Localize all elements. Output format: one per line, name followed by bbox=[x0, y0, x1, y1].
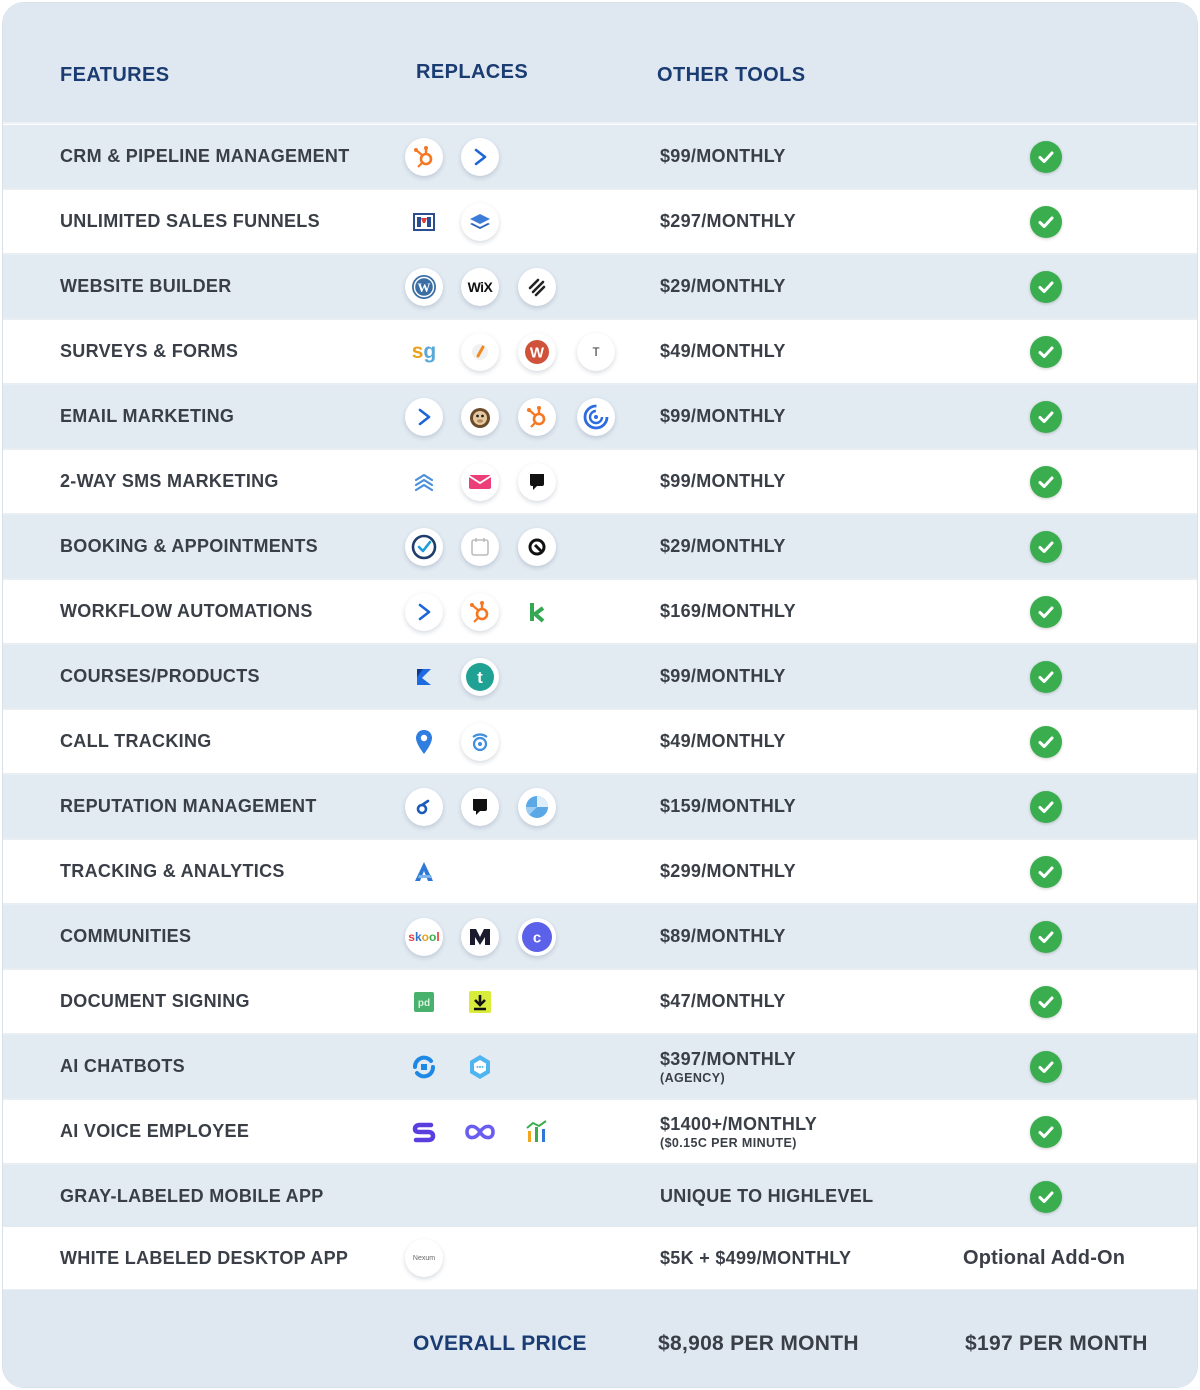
feature-name: WHITE LABELED DESKTOP APP bbox=[60, 1247, 349, 1268]
check-icon bbox=[1030, 921, 1062, 953]
check-icon bbox=[1030, 141, 1062, 173]
check-icon bbox=[1030, 1051, 1062, 1083]
birdeye-icon bbox=[405, 788, 443, 826]
wufoo-icon bbox=[518, 333, 556, 371]
table-row bbox=[3, 450, 1197, 515]
feature-name: REPUTATION MANAGEMENT bbox=[60, 796, 317, 816]
check-icon bbox=[1030, 1116, 1062, 1148]
header-replaces: REPLACES bbox=[416, 61, 529, 83]
table-header bbox=[3, 3, 1197, 124]
skool-icon: skool bbox=[405, 918, 443, 956]
acuity-icon bbox=[518, 528, 556, 566]
feature-name: AI CHATBOTS bbox=[60, 1056, 185, 1076]
check-icon bbox=[1030, 986, 1062, 1018]
podium-icon bbox=[518, 463, 556, 501]
table-footer bbox=[3, 1290, 1197, 1388]
table-row bbox=[3, 1227, 1197, 1291]
table-row bbox=[3, 1100, 1197, 1165]
feature-name: COMMUNITIES bbox=[60, 926, 192, 946]
hubspot-icon bbox=[518, 398, 556, 436]
check-icon bbox=[1030, 531, 1062, 563]
price-main: $159/MONTHLY bbox=[660, 796, 796, 816]
overall-price-label: OVERALL PRICE bbox=[413, 1332, 587, 1355]
synthflow-icon bbox=[405, 1113, 443, 1151]
check-icon bbox=[1030, 206, 1062, 238]
bars-arrow-icon bbox=[518, 1113, 556, 1151]
wordpress-icon bbox=[405, 268, 443, 306]
constantcontact-icon bbox=[577, 398, 615, 436]
svg-text:W: W bbox=[529, 344, 545, 361]
feature-name: WORKFLOW AUTOMATIONS bbox=[60, 601, 313, 621]
check-icon bbox=[1030, 336, 1062, 368]
feature-name: WEBSITE BUILDER bbox=[60, 276, 232, 296]
feature-name: COURSES/PRODUCTS bbox=[60, 666, 260, 686]
feature-name: CALL TRACKING bbox=[60, 731, 212, 751]
mailchimp-icon bbox=[461, 398, 499, 436]
price-note: (AGENCY) bbox=[660, 1070, 726, 1085]
tool-price bbox=[660, 125, 786, 188]
squarespace-icon bbox=[518, 268, 556, 306]
table-row bbox=[3, 1165, 1197, 1230]
tool-price bbox=[660, 645, 786, 708]
table-row bbox=[3, 385, 1197, 450]
hubspot-icon bbox=[405, 138, 443, 176]
feature-name: SURVEYS & FORMS bbox=[60, 341, 239, 361]
tool-price bbox=[660, 580, 796, 643]
price-main: $297/MONTHLY bbox=[660, 211, 796, 231]
hubspot-icon bbox=[461, 593, 499, 631]
chatbot-bubble-icon bbox=[461, 1048, 499, 1086]
tool-price bbox=[660, 255, 786, 318]
mighty-icon bbox=[461, 918, 499, 956]
price-main: UNIQUE TO HIGHLEVEL bbox=[660, 1186, 874, 1206]
table-row bbox=[3, 320, 1197, 385]
table-row bbox=[3, 1035, 1197, 1100]
tool-price bbox=[660, 190, 796, 253]
svg-text:t: t bbox=[477, 667, 483, 687]
check-icon bbox=[1030, 856, 1062, 888]
feature-name: EMAIL MARKETING bbox=[60, 406, 235, 426]
sms-stack-icon bbox=[405, 463, 443, 501]
table-row bbox=[3, 190, 1197, 255]
table-row bbox=[3, 905, 1197, 970]
tool-price bbox=[660, 450, 786, 513]
tool-price bbox=[660, 320, 786, 383]
svg-text:pd: pd bbox=[417, 997, 431, 1009]
price-main: $29/MONTHLY bbox=[660, 276, 786, 296]
docusign-icon bbox=[461, 983, 499, 1021]
price-main: $5K + $499/MONTHLY bbox=[660, 1247, 852, 1268]
table-row bbox=[3, 125, 1197, 190]
desktop-app-icon: Nexum bbox=[405, 1239, 443, 1277]
price-main: $99/MONTHLY bbox=[660, 666, 786, 686]
price-main: $169/MONTHLY bbox=[660, 601, 796, 621]
table-row bbox=[3, 710, 1197, 775]
price-main: $99/MONTHLY bbox=[660, 471, 786, 491]
clickfunnels-icon bbox=[405, 203, 443, 241]
feature-name: AI VOICE EMPLOYEE bbox=[60, 1121, 250, 1141]
circle-icon bbox=[518, 918, 556, 956]
tool-price bbox=[660, 905, 786, 968]
table-row bbox=[3, 580, 1197, 645]
keap-icon bbox=[518, 593, 556, 631]
tool-price bbox=[660, 1100, 817, 1163]
check-icon bbox=[1030, 791, 1062, 823]
check-icon bbox=[1030, 466, 1062, 498]
tool-price bbox=[660, 1165, 873, 1228]
price-note: ($0.15C PER MINUTE) bbox=[660, 1135, 797, 1150]
tool-price bbox=[660, 840, 796, 903]
check-icon bbox=[1030, 1181, 1062, 1213]
wix-icon: WiX bbox=[461, 268, 499, 306]
price-main: $49/MONTHLY bbox=[660, 731, 786, 751]
feature-name: 2-WAY SMS MARKETING bbox=[60, 471, 279, 491]
table-row bbox=[3, 970, 1197, 1035]
check-icon bbox=[1030, 596, 1062, 628]
tool-price bbox=[660, 385, 786, 448]
tool-price bbox=[660, 775, 796, 838]
price-main: $29/MONTHLY bbox=[660, 536, 786, 556]
price-main: $89/MONTHLY bbox=[660, 926, 786, 946]
price-main: $1400+/MONTHLY bbox=[660, 1113, 818, 1134]
feature-name: GRAY-LABELED MOBILE APP bbox=[60, 1186, 324, 1206]
analytics-icon bbox=[405, 853, 443, 891]
table-row bbox=[3, 515, 1197, 580]
svg-text:W: W bbox=[417, 279, 431, 295]
surveygizmo-icon: s g bbox=[411, 339, 437, 363]
header-other-tools: OTHER TOOLS bbox=[657, 64, 806, 86]
check-icon bbox=[1030, 401, 1062, 433]
callrail-icon bbox=[405, 723, 443, 761]
tool-price bbox=[660, 515, 786, 578]
highlevel-total: $197 PER MONTH bbox=[965, 1332, 1148, 1355]
jotform-icon bbox=[461, 333, 499, 371]
other-tools-total: $8,908 PER MONTH bbox=[658, 1332, 859, 1355]
table-row bbox=[3, 775, 1197, 840]
kajabi-icon bbox=[405, 658, 443, 696]
price-main: $99/MONTHLY bbox=[660, 146, 786, 166]
pandadoc-icon bbox=[405, 983, 443, 1021]
comparison-table bbox=[2, 2, 1198, 1388]
chatbot-sync-icon bbox=[405, 1048, 443, 1086]
table-row bbox=[3, 840, 1197, 905]
sms-envelope-icon bbox=[461, 463, 499, 501]
feature-name: UNLIMITED SALES FUNNELS bbox=[60, 211, 320, 231]
price-main: $299/MONTHLY bbox=[660, 861, 796, 881]
check-icon bbox=[1030, 271, 1062, 303]
podium-icon bbox=[461, 788, 499, 826]
calendly-icon bbox=[405, 528, 443, 566]
reputation-icon bbox=[518, 788, 556, 826]
price-main: $49/MONTHLY bbox=[660, 341, 786, 361]
calltracking-icon bbox=[461, 723, 499, 761]
feature-name: DOCUMENT SIGNING bbox=[60, 991, 250, 1011]
check-icon bbox=[1030, 661, 1062, 693]
feature-name: CRM & PIPELINE MANAGEMENT bbox=[60, 146, 350, 166]
teachable-icon bbox=[461, 658, 499, 696]
tool-price bbox=[660, 1035, 796, 1098]
tool-price bbox=[660, 970, 786, 1033]
feature-name: BOOKING & APPOINTMENTS bbox=[60, 536, 318, 556]
header-features: FEATURES bbox=[60, 64, 170, 86]
table-row bbox=[3, 255, 1197, 320]
addon-label: Optional Add-On bbox=[963, 1246, 1126, 1269]
check-icon bbox=[1030, 726, 1062, 758]
price-main: $397/MONTHLY bbox=[660, 1048, 796, 1069]
leadpages-icon bbox=[461, 203, 499, 241]
feature-name: TRACKING & ANALYTICS bbox=[60, 861, 285, 881]
price-main: $99/MONTHLY bbox=[660, 406, 786, 426]
calendar-icon bbox=[461, 528, 499, 566]
activecampaign-icon bbox=[405, 593, 443, 631]
svg-text:c: c bbox=[532, 929, 542, 946]
activecampaign-icon bbox=[405, 398, 443, 436]
table-row bbox=[3, 645, 1197, 710]
typeform-icon: T bbox=[577, 333, 615, 371]
activecampaign-icon bbox=[461, 138, 499, 176]
tool-price bbox=[660, 1227, 851, 1289]
infinity-icon bbox=[461, 1113, 499, 1151]
price-main: $47/MONTHLY bbox=[660, 991, 786, 1011]
tool-price bbox=[660, 710, 786, 773]
